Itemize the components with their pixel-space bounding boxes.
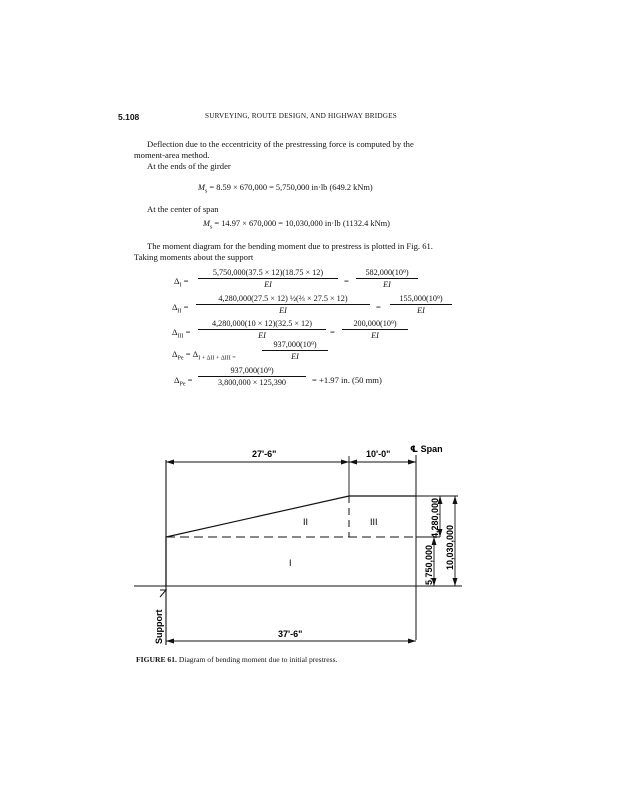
support-arrow (160, 590, 166, 597)
delta-final-lhs: $\Delta_{Pe}$ = (174, 375, 193, 388)
equals-sign: = (376, 302, 381, 312)
arrowhead (408, 639, 416, 644)
delta-symbol: Δ (174, 276, 180, 286)
fraction-denominator: EI (279, 306, 287, 315)
running-head: SURVEYING, ROUTE DESIGN, AND HIGHWAY BRIDGES (205, 112, 397, 120)
delta-subscript: Pe (179, 381, 186, 388)
fraction-denominator: EI (258, 331, 266, 340)
dim-label-right: 10'-0" (366, 449, 391, 459)
delta-subscript: Pe (177, 355, 184, 362)
delta-final-result: = +1.97 in. (50 mm) (312, 375, 382, 385)
dim-label-bottom: 37'-6" (278, 629, 303, 639)
fraction-numerator: 937,000(10⁹) (262, 340, 328, 351)
span-label: ℄ Span (410, 444, 443, 454)
fraction-numerator: 200,000(10⁹) (342, 319, 408, 330)
region-II-label: II (303, 517, 309, 527)
support-label: Support (154, 609, 164, 644)
region-III-label: III (370, 517, 378, 527)
moment-outline (166, 496, 416, 586)
delta-III-lhs: $\Delta_{III}$ = (172, 327, 191, 340)
paragraph-4: The moment diagram for the bending moment due to prestress is plotted in Fig. 61. (147, 241, 433, 251)
delta-I-lhs: $\Delta_I$ = (174, 276, 189, 289)
paragraph-4-cont: Taking moments about the support (134, 252, 254, 262)
equation-ms-ends-text: = 8.59 × 670,000 = 5,750,000 in·lb (649.2 kNm) (209, 183, 373, 192)
delta-subscript: II (177, 308, 182, 315)
fraction-numerator: 155,000(10⁹) (390, 294, 452, 305)
fraction-numerator: 4,280,000(27.5 × 12) ½(⅔ × 27.5 × 12) (196, 294, 370, 305)
arrowhead (408, 460, 416, 465)
ms-symbol: M (198, 183, 205, 192)
delta-subscript: I (179, 282, 182, 289)
sum-term-1: I + Δ (198, 355, 211, 362)
arrowhead (453, 496, 458, 504)
delta-symbol: Δ (172, 302, 178, 312)
ms-subscript: s (209, 224, 213, 231)
delta-symbol: Δ (172, 349, 178, 359)
delta-subscript: III (177, 333, 184, 340)
ms-symbol: M (203, 219, 210, 228)
equation-ms-center-text: = 14.97 × 670,000 = 10,030,000 in·lb (1132.4 kNm) (214, 219, 390, 228)
sum-term-2: II + Δ (210, 355, 225, 362)
page-number: 5.108 (118, 112, 140, 122)
figure-caption-text: Diagram of bending moment due to initial prestress. (178, 655, 338, 664)
figure-caption-label: FIGURE 61. (136, 655, 177, 664)
fraction-denominator: 3,800,000 × 125,390 (217, 378, 287, 387)
equals-sign: = (330, 327, 335, 337)
moment-label-10030000: 10,030,000 (445, 524, 455, 570)
moment-label-4280000: 4,280,000 (430, 497, 440, 538)
sum-term-3: III = (224, 355, 236, 362)
fraction-numerator: 582,000(10⁹) (356, 268, 418, 279)
paragraph-1-cont: moment-area method. (134, 150, 210, 160)
fraction-numerator: 5,750,000(37.5 × 12)(18.75 × 12) (198, 268, 338, 279)
arrowhead (349, 460, 357, 465)
sum-rhs-start: = Δ (185, 349, 199, 359)
fraction-denominator: EI (383, 280, 391, 289)
arrowhead (453, 578, 458, 586)
equals-sign: = (344, 276, 349, 286)
delta-II-lhs: $\Delta_{II}$ = (172, 302, 189, 315)
arrowhead (166, 460, 174, 465)
ms-subscript: s (204, 188, 208, 195)
fraction-denominator: EI (264, 280, 272, 289)
dim-label-left: 27'-6" (252, 449, 277, 459)
fraction-denominator: EI (291, 352, 299, 361)
fraction-numerator: 4,280,000(10 × 12)(32.5 × 12) (198, 319, 326, 330)
fraction-denominator: EI (371, 331, 379, 340)
fraction-numerator: 937,000(10⁹) (198, 366, 306, 377)
moment-label-5750000: 5,750,000 (424, 544, 434, 585)
delta-symbol: Δ (174, 375, 180, 385)
arrowhead (341, 460, 349, 465)
arrowhead (166, 639, 174, 644)
fraction-denominator: EI (417, 306, 425, 315)
paragraph-2: At the ends of the girder (147, 161, 231, 171)
paragraph-3: At the center of span (147, 204, 219, 214)
delta-symbol: Δ (172, 327, 178, 337)
figure-caption (136, 655, 337, 664)
paragraph-1: Deflection due to the eccentricity of the prestressing force is computed by the (147, 139, 414, 149)
region-I-label: I (289, 558, 292, 568)
